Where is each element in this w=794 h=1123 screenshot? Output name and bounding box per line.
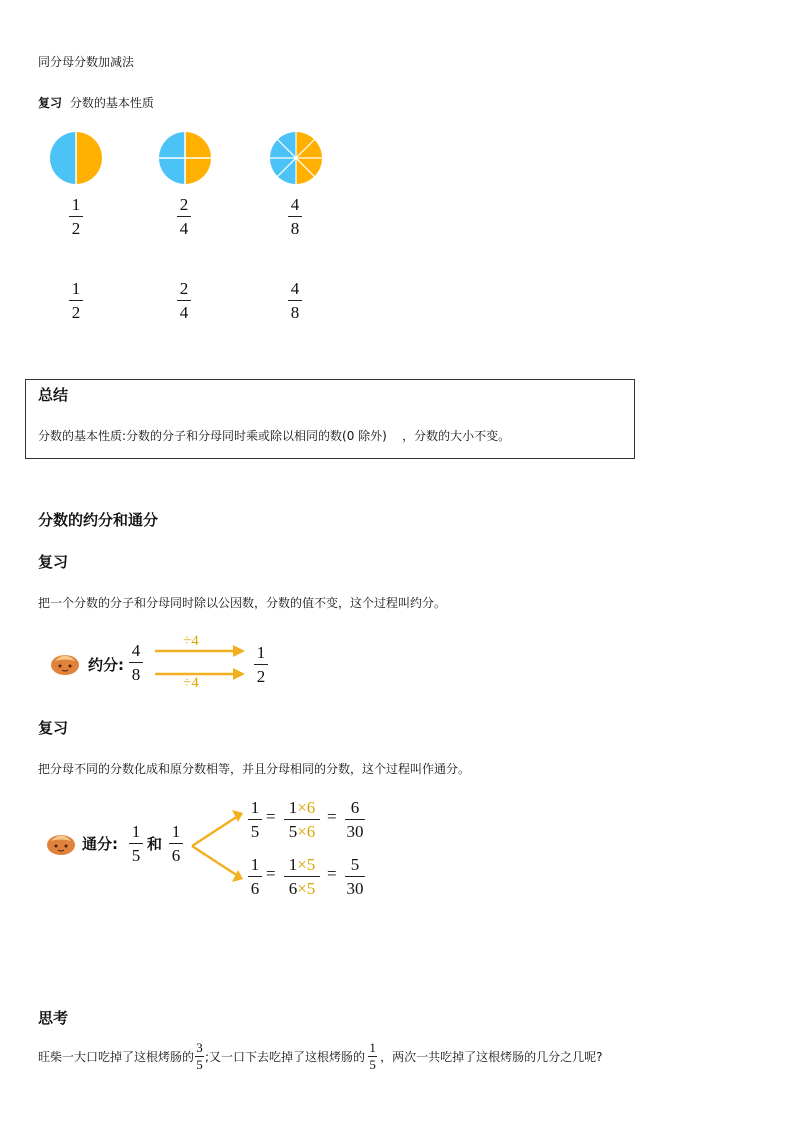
- denominator: 6: [171, 846, 181, 865]
- row1-result-fraction: [345, 798, 365, 841]
- think-question: [38, 1036, 602, 1076]
- equals-sign: =: [266, 864, 276, 883]
- review-label: 复习: [38, 96, 63, 110]
- row2-result-fraction: [345, 855, 365, 898]
- numerator: 1: [71, 195, 81, 214]
- review-label: 复习: [38, 553, 69, 571]
- numerator: 4: [131, 641, 141, 660]
- review-text: 把一个分数的分子和分母同时除以公因数，分数的值不变，这个过程叫约分。: [38, 596, 447, 610]
- review-title: 分数的基本性质: [69, 96, 154, 110]
- and-word: 和: [147, 835, 163, 853]
- review-text: 把分母不同的分数化成和原分数相等，并且分母相同的分数，这个过程叫作通分。: [38, 762, 471, 776]
- denominator: 2: [256, 667, 266, 686]
- denominator: 4: [179, 219, 189, 238]
- equals-sign: =: [327, 807, 337, 826]
- multiply-operation: ×5: [297, 855, 316, 874]
- question-fraction: [368, 1041, 377, 1072]
- reduce-result-fraction: [254, 643, 268, 686]
- pie-eighths: [268, 130, 324, 186]
- numerator: 1: [256, 643, 266, 662]
- denominator: 30: [346, 879, 364, 898]
- denominator: 5: [131, 846, 141, 865]
- equals-sign: =: [266, 807, 276, 826]
- row2-expanded-fraction: [284, 855, 320, 898]
- divide-operation: ÷4: [183, 675, 199, 691]
- section-title: 分数的约分和通分: [38, 511, 159, 529]
- multiply-operation: ×5: [297, 879, 316, 898]
- denominator: 2: [71, 303, 81, 322]
- summary-box: [25, 379, 635, 459]
- review-heading: [38, 94, 154, 111]
- fraction-b: [169, 822, 183, 865]
- numerator: 1: [71, 279, 81, 298]
- branch-arrows: [188, 808, 244, 884]
- fraction: [288, 279, 302, 322]
- equals-sign: =: [327, 864, 337, 883]
- review-label: 复习: [38, 719, 69, 737]
- numerator: 1: [250, 798, 260, 817]
- numerator: 4: [290, 195, 300, 214]
- numerator: 1: [369, 1039, 376, 1055]
- numerator: 2: [179, 195, 189, 214]
- question-text: ;又一口下去吃掉了这根烤肠的: [205, 1049, 366, 1064]
- denominator: 6: [288, 879, 298, 898]
- numerator: 1: [131, 822, 141, 841]
- denominator: 8: [290, 219, 300, 238]
- numerator: 5: [350, 855, 360, 874]
- document-title: 同分母分数加减法: [38, 55, 135, 69]
- fraction: [177, 279, 191, 322]
- numerator: 1: [288, 855, 298, 874]
- summary-title: 总结: [38, 386, 69, 404]
- denominator: 5: [250, 822, 260, 841]
- pie-fraction: [69, 195, 83, 238]
- denominator: 8: [131, 665, 141, 684]
- numerator: 1: [288, 798, 298, 817]
- numerator: 2: [179, 279, 189, 298]
- reduce-from-fraction: [129, 641, 143, 684]
- denominator: 5: [196, 1056, 203, 1072]
- denominator: 6: [250, 879, 260, 898]
- question-text: ，两次一共吃掉了这根烤肠的几分之几呢?: [380, 1049, 603, 1064]
- reduce-arrows: [155, 642, 247, 682]
- reduce-label: 约分:: [88, 656, 124, 674]
- denominator: 5: [288, 822, 298, 841]
- divide-operation: ÷4: [183, 633, 199, 649]
- numerator: 1: [250, 855, 260, 874]
- numerator: 1: [171, 822, 181, 841]
- row2-fraction: [248, 855, 262, 898]
- mascot-icon: [46, 830, 76, 856]
- numerator: 4: [290, 279, 300, 298]
- denominator: 4: [179, 303, 189, 322]
- multiply-operation: ×6: [297, 822, 316, 841]
- fraction: [69, 279, 83, 322]
- row1-fraction: [248, 798, 262, 841]
- denominator: 5: [369, 1056, 376, 1072]
- denominator: 2: [71, 219, 81, 238]
- pie-halves: [48, 130, 104, 186]
- question-fraction: [195, 1041, 204, 1072]
- multiply-operation: ×6: [297, 798, 316, 817]
- think-label: 思考: [38, 1009, 69, 1027]
- denominator: 8: [290, 303, 300, 322]
- row1-expanded-fraction: [284, 798, 320, 841]
- summary-text: 分数的基本性质:分数的分子和分母同时乘或除以相同的数(0 除外) ，分数的大小不变。: [38, 429, 511, 443]
- denominator: 30: [346, 822, 364, 841]
- numerator: 3: [196, 1039, 203, 1055]
- question-text: 旺柴一大口吃掉了这根烤肠的: [38, 1049, 195, 1064]
- pie-quarters: [157, 130, 213, 186]
- mascot-icon: [50, 650, 80, 676]
- fraction-a: [129, 822, 143, 865]
- pie-fraction: [177, 195, 191, 238]
- numerator: 6: [350, 798, 360, 817]
- pie-fraction: [288, 195, 302, 238]
- common-denominator-label: 通分:: [82, 835, 118, 853]
